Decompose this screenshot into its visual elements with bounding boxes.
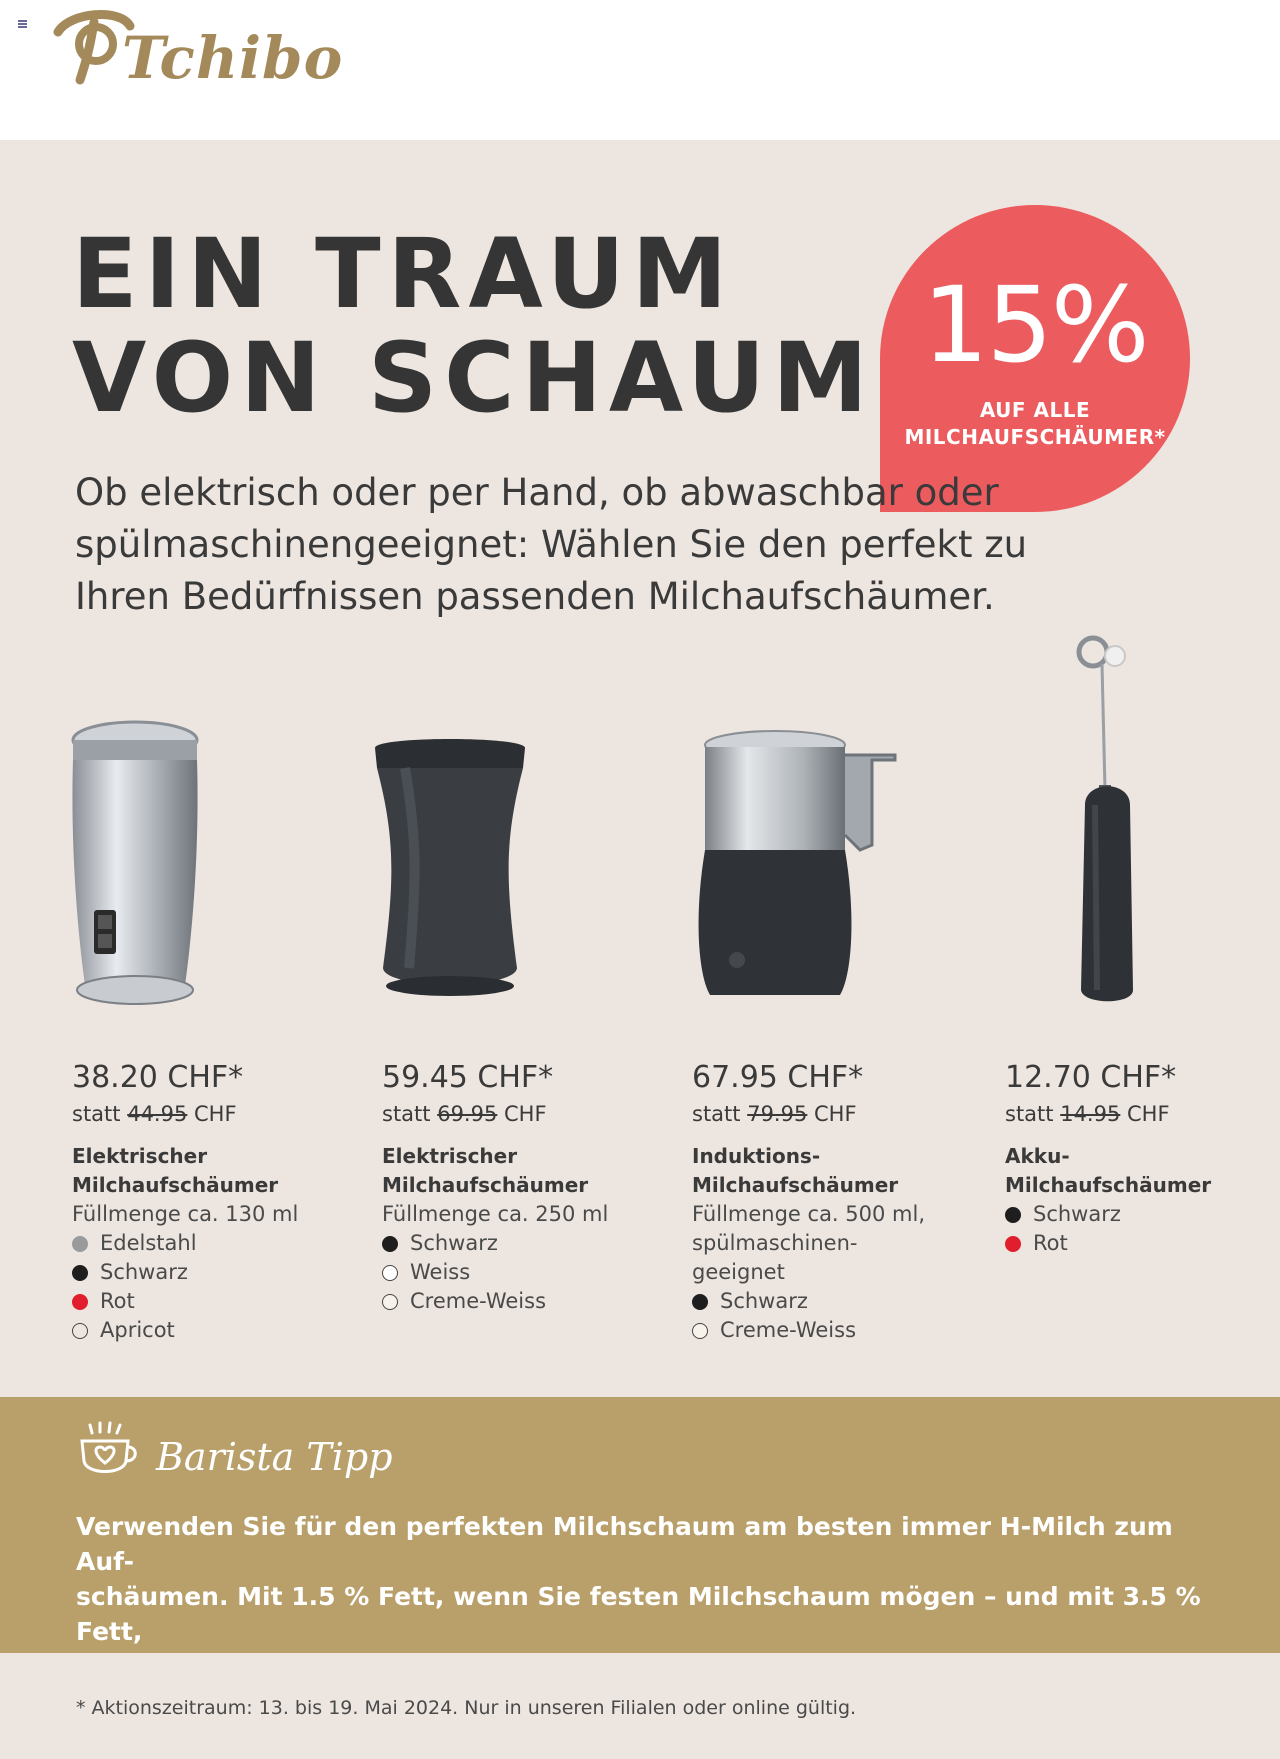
color-options [72, 1229, 372, 1345]
color-swatch [72, 1265, 88, 1281]
product-price: 38.20 CHF* [72, 1060, 244, 1095]
color-swatch [72, 1236, 88, 1252]
product-card[interactable] [382, 1058, 682, 1316]
headline-line-2: VON SCHAUM [72, 322, 875, 434]
discount-badge [880, 205, 1190, 512]
tchibo-logo[interactable] [50, 2, 350, 92]
product-old-price: statt 69.95 CHF [382, 1102, 547, 1126]
product-image-frother-2[interactable] [365, 728, 535, 1013]
product-price: 59.45 CHF* [382, 1060, 554, 1095]
color-option[interactable]: Rot [72, 1287, 372, 1316]
headline-line-1: EIN TRAUM [72, 218, 735, 330]
color-swatch [1005, 1236, 1021, 1252]
color-swatch [72, 1323, 88, 1339]
badge-line-2: MILCHAUFSCHÄUMER* [904, 425, 1166, 449]
product-name: Elektrischer Milchaufschäumer [72, 1144, 279, 1197]
product-name: Induktions- Milchaufschäumer [692, 1144, 899, 1197]
color-option[interactable]: Creme-Weiss [692, 1316, 992, 1345]
product-old-price: statt 44.95 CHF [72, 1102, 237, 1126]
product-card[interactable] [1005, 1058, 1280, 1258]
coffee-cup-heart-icon [76, 1421, 140, 1483]
old-price-value: 69.95 [437, 1102, 498, 1126]
product-card[interactable] [72, 1058, 372, 1345]
intro-line-2: spülmaschinengeeignet: Wählen Sie den perfekt zu [75, 523, 1028, 566]
footnote: * Aktionszeitraum: 13. bis 19. Mai 2024. Nur in unseren Filialen oder online gültig. [76, 1697, 857, 1719]
color-swatch [382, 1265, 398, 1281]
color-swatch [382, 1294, 398, 1310]
color-option[interactable]: Schwarz [692, 1287, 992, 1316]
menu-icon[interactable] [18, 20, 27, 28]
color-options [692, 1287, 992, 1345]
color-swatch [1005, 1207, 1021, 1223]
barista-title: Barista Tipp [156, 1435, 393, 1479]
badge-percent: 15% [922, 264, 1148, 386]
color-option[interactable]: Schwarz [1005, 1200, 1280, 1229]
product-name: Elektrischer Milchaufschäumer [382, 1144, 589, 1197]
old-price-value: 14.95 [1060, 1102, 1121, 1126]
color-option[interactable]: Schwarz [382, 1229, 682, 1258]
color-swatch [72, 1294, 88, 1310]
badge-line-1: AUF ALLE [979, 398, 1091, 422]
product-name: Akku- Milchaufschäumer [1005, 1144, 1212, 1197]
product-description: Füllmenge ca. 500 ml, spülmaschinen- geeignet [692, 1202, 926, 1284]
color-option[interactable]: Edelstahl [72, 1229, 372, 1258]
product-image-frother-1[interactable] [60, 710, 210, 1010]
color-options [382, 1229, 682, 1316]
old-price-value: 44.95 [127, 1102, 188, 1126]
product-description: Füllmenge ca. 250 ml [382, 1202, 609, 1226]
product-image-frother-3[interactable] [690, 725, 900, 1015]
headline [72, 218, 875, 434]
color-swatch [692, 1294, 708, 1310]
old-price-value: 79.95 [747, 1102, 808, 1126]
barista-tip-section [0, 1397, 1280, 1653]
color-options [1005, 1200, 1280, 1258]
product-image-frother-4[interactable] [1055, 630, 1165, 1015]
color-option[interactable]: Rot [1005, 1229, 1280, 1258]
product-card[interactable] [692, 1058, 992, 1345]
color-swatch [382, 1236, 398, 1252]
color-option[interactable]: Schwarz [72, 1258, 372, 1287]
color-option[interactable]: Apricot [72, 1316, 372, 1345]
product-old-price: statt 14.95 CHF [1005, 1102, 1170, 1126]
color-option[interactable]: Weiss [382, 1258, 682, 1287]
color-option[interactable]: Creme-Weiss [382, 1287, 682, 1316]
intro-line-3: Ihren Bedürfnissen passenden Milchaufschäumer. [75, 575, 995, 618]
product-old-price: statt 79.95 CHF [692, 1102, 857, 1126]
barista-text: Verwenden Sie für den perfekten Milchschaum am besten immer H-Milch zum Auf- schäumen. Mit 1.5 % Fett, wenn Sie festen Milchschaum mögen – und mit 3.5 % Fett, [76, 1512, 1201, 1646]
logo-wordmark: Tchibo [122, 24, 344, 92]
color-swatch [692, 1323, 708, 1339]
product-price: 67.95 CHF* [692, 1060, 864, 1095]
footer [0, 1653, 1280, 1759]
product-price: 12.70 CHF* [1005, 1060, 1177, 1095]
intro-line-1: Ob elektrisch oder per Hand, ob abwaschbar oder [75, 471, 999, 514]
product-description: Füllmenge ca. 130 ml [72, 1202, 299, 1226]
header [0, 0, 1280, 140]
intro-text [75, 467, 1185, 623]
